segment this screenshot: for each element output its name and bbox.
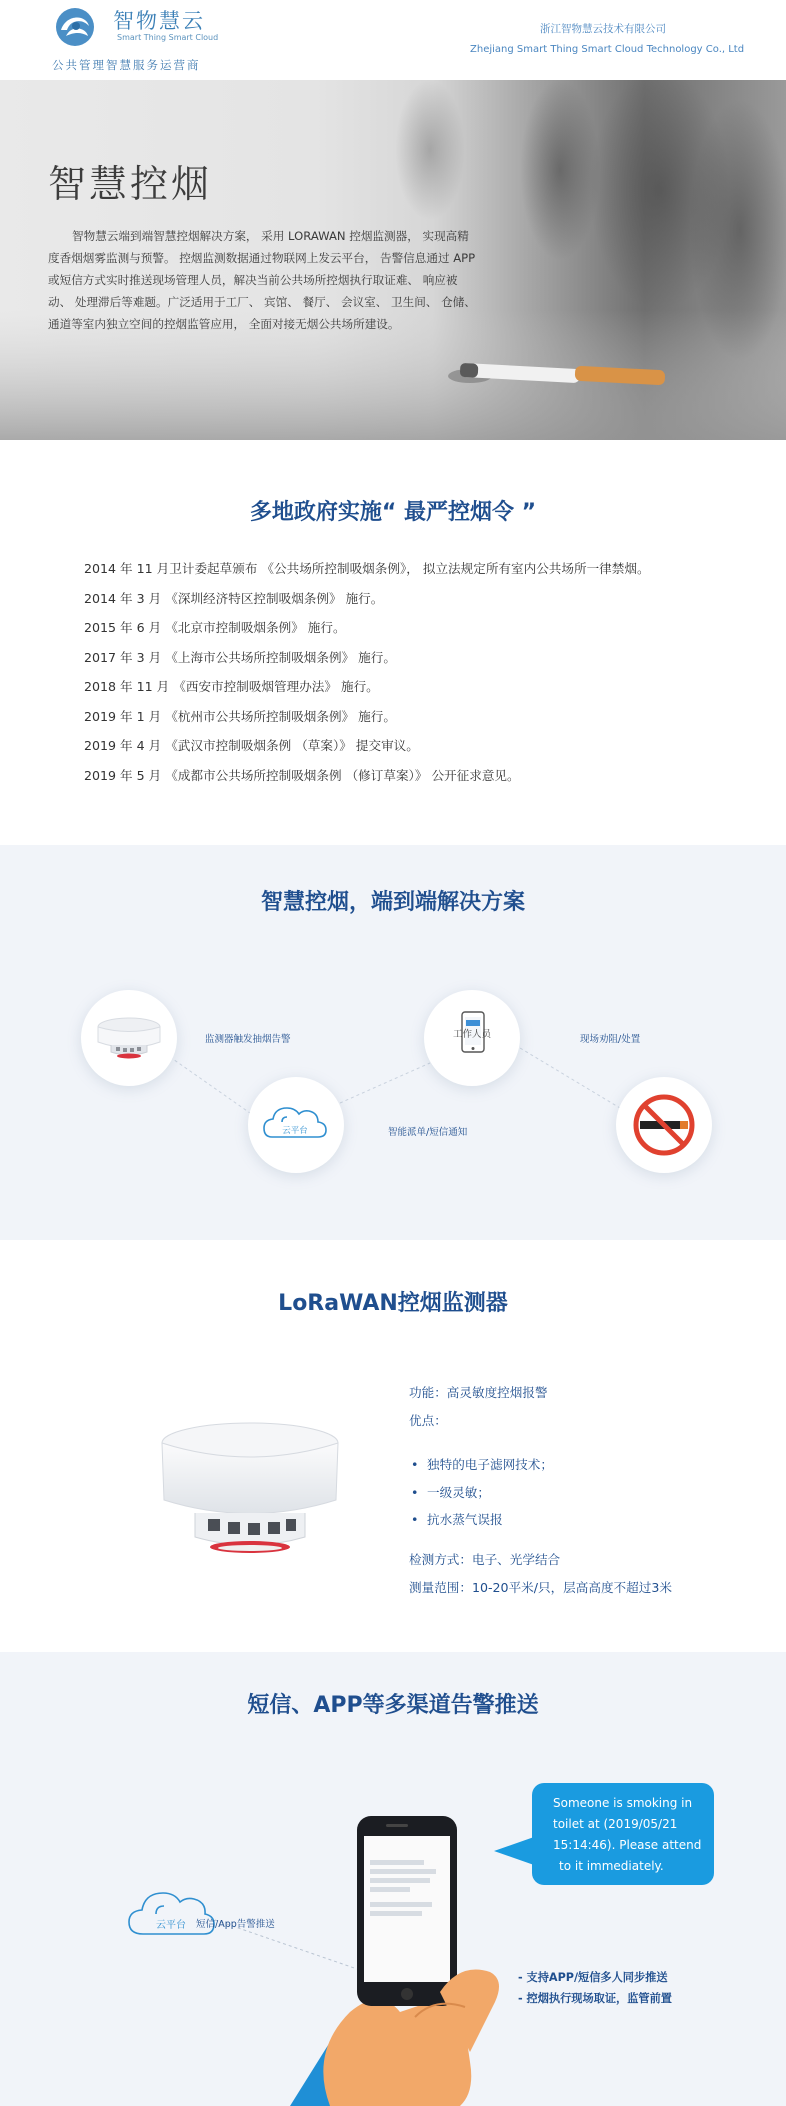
alert-push-section bbox=[0, 1652, 786, 2106]
no-smoking-icon bbox=[616, 1077, 712, 1173]
spec-range: 测量范围：10-20平米/只，层高高度不超过3米 bbox=[409, 1579, 672, 1595]
regulations-list bbox=[84, 554, 764, 790]
phone-icon bbox=[424, 990, 520, 1086]
advantage-item: • 抗水蒸气误报 bbox=[409, 1506, 769, 1534]
staff-label: 工作人员 bbox=[452, 1029, 492, 1040]
page-header bbox=[0, 0, 786, 80]
bubble-line: toilet at (2019/05/21 bbox=[553, 1817, 678, 1831]
regulation-item: 2019 年 4 月 《武汉市控制吸烟条例 （草案）》 提交审议。 bbox=[84, 738, 419, 753]
cloud-platform-node bbox=[248, 1077, 344, 1173]
regulation-item: 2014 年 11 月卫计委起草颁布 《公共场所控制吸烟条例》， 拟立法规定所有室内公共场所一律禁烟。 bbox=[84, 561, 650, 576]
advantages-list bbox=[409, 1451, 769, 1534]
hero-description: 智物慧云端到端智慧控烟解决方案， 采用 LORAWAN 控烟监测器， 实现高精度香烟烟雾监测与预警。 控烟监测数据通过物联网上发云平台， 告警信息通过 APP 或短信方式实时推送现场管理人员，解决当前公共场所控烟执行取证难、 响应被动、 处理滞后等难题。广泛适用于工厂、 宾馆、 餐厅、 会议室、 卫生间、 仓储、 通道等室内独立空间的控烟监管应用， 全面对接无烟公共场所建设。 bbox=[48, 229, 476, 331]
push-cloud-label: 云平台 bbox=[156, 1920, 186, 1931]
logo-cloud-icon bbox=[52, 6, 98, 48]
company-name-cn: 浙江智物慧云技术有限公司 bbox=[540, 23, 666, 35]
logo-text-en: Smart Thing Smart Cloud bbox=[117, 33, 219, 42]
regulation-item: 2014 年 3 月 《深圳经济特区控制吸烟条例》 施行。 bbox=[84, 590, 384, 606]
logo-tagline: 公共管理智慧服务运营商 bbox=[52, 58, 201, 72]
hero-banner bbox=[0, 80, 786, 440]
lorawan-title: LoRaWAN控烟监测器 bbox=[278, 1291, 508, 1316]
regulation-item: 2018 年 11 月 《西安市控制吸烟管理办法》 施行。 bbox=[84, 679, 379, 694]
regulation-item: 2017 年 3 月 《上海市公共场所控制吸烟条例》 施行。 bbox=[84, 649, 396, 665]
regulation-item: 2019 年 1 月 《杭州市公共场所控制吸烟条例》 施行。 bbox=[84, 708, 396, 724]
lorawan-specs bbox=[409, 1383, 769, 1598]
alert-message-bubble bbox=[532, 1783, 714, 1885]
cloud-platform-label: 云平台 bbox=[282, 1126, 308, 1136]
staff-node bbox=[424, 990, 520, 1086]
smoke-detector-icon bbox=[81, 990, 177, 1086]
flow-label-onsite: 现场劝阻/处置 bbox=[580, 1034, 641, 1045]
solution-title: 智慧控烟，端到端解决方案 bbox=[260, 890, 525, 915]
hero-title: 智慧控烟 bbox=[48, 162, 213, 206]
spec-advantages-label: 优点： bbox=[409, 1413, 447, 1428]
solution-section bbox=[0, 845, 786, 1240]
cloud-icon bbox=[248, 1077, 344, 1173]
bubble-line: 15:14:46). Please attend bbox=[553, 1838, 702, 1852]
flow-label-detector: 监测器触发抽烟告警 bbox=[205, 1034, 291, 1045]
cigarette-image bbox=[440, 358, 680, 398]
bubble-line: Someone is smoking in bbox=[553, 1796, 693, 1810]
regulation-item: 2019 年 5 月 《成都市公共场所控制吸烟条例 （修订草案）》 公开征求意见。 bbox=[84, 767, 520, 783]
advantage-item: • 一级灵敏； bbox=[409, 1479, 769, 1507]
spec-function: 功能：高灵敏度控烟报警 bbox=[409, 1385, 548, 1400]
speech-bubble-tail bbox=[494, 1837, 534, 1865]
detector-node bbox=[81, 990, 177, 1086]
company-name-en: Zhejiang Smart Thing Smart Cloud Technology Co., Ltd bbox=[470, 44, 745, 55]
logo-text-cn: 智物慧云 bbox=[113, 9, 205, 33]
bubble-line: to it immediately. bbox=[559, 1859, 664, 1873]
spec-detection: 检测方式：电子、光学结合 bbox=[409, 1551, 561, 1567]
smoke-detector-product-image bbox=[150, 1415, 350, 1570]
feature-item: - 支持APP/短信多人同步推送 bbox=[518, 1971, 668, 1984]
feature-item: - 控烟执行现场取证，监管前置 bbox=[518, 1992, 672, 2005]
regulations-title: 多地政府实施“ 最严控烟令 ” bbox=[249, 500, 537, 525]
alert-push-title: 短信、APP等多渠道告警推送 bbox=[247, 1693, 539, 1718]
advantage-item: • 独特的电子滤网技术； bbox=[409, 1451, 769, 1479]
flow-label-notify: 智能派单/短信通知 bbox=[388, 1127, 468, 1138]
no-smoking-node bbox=[616, 1077, 712, 1173]
channel-label: 短信/App告警推送 bbox=[196, 1919, 275, 1930]
regulation-item: 2015 年 6 月 《北京市控制吸烟条例》 施行。 bbox=[84, 620, 346, 635]
